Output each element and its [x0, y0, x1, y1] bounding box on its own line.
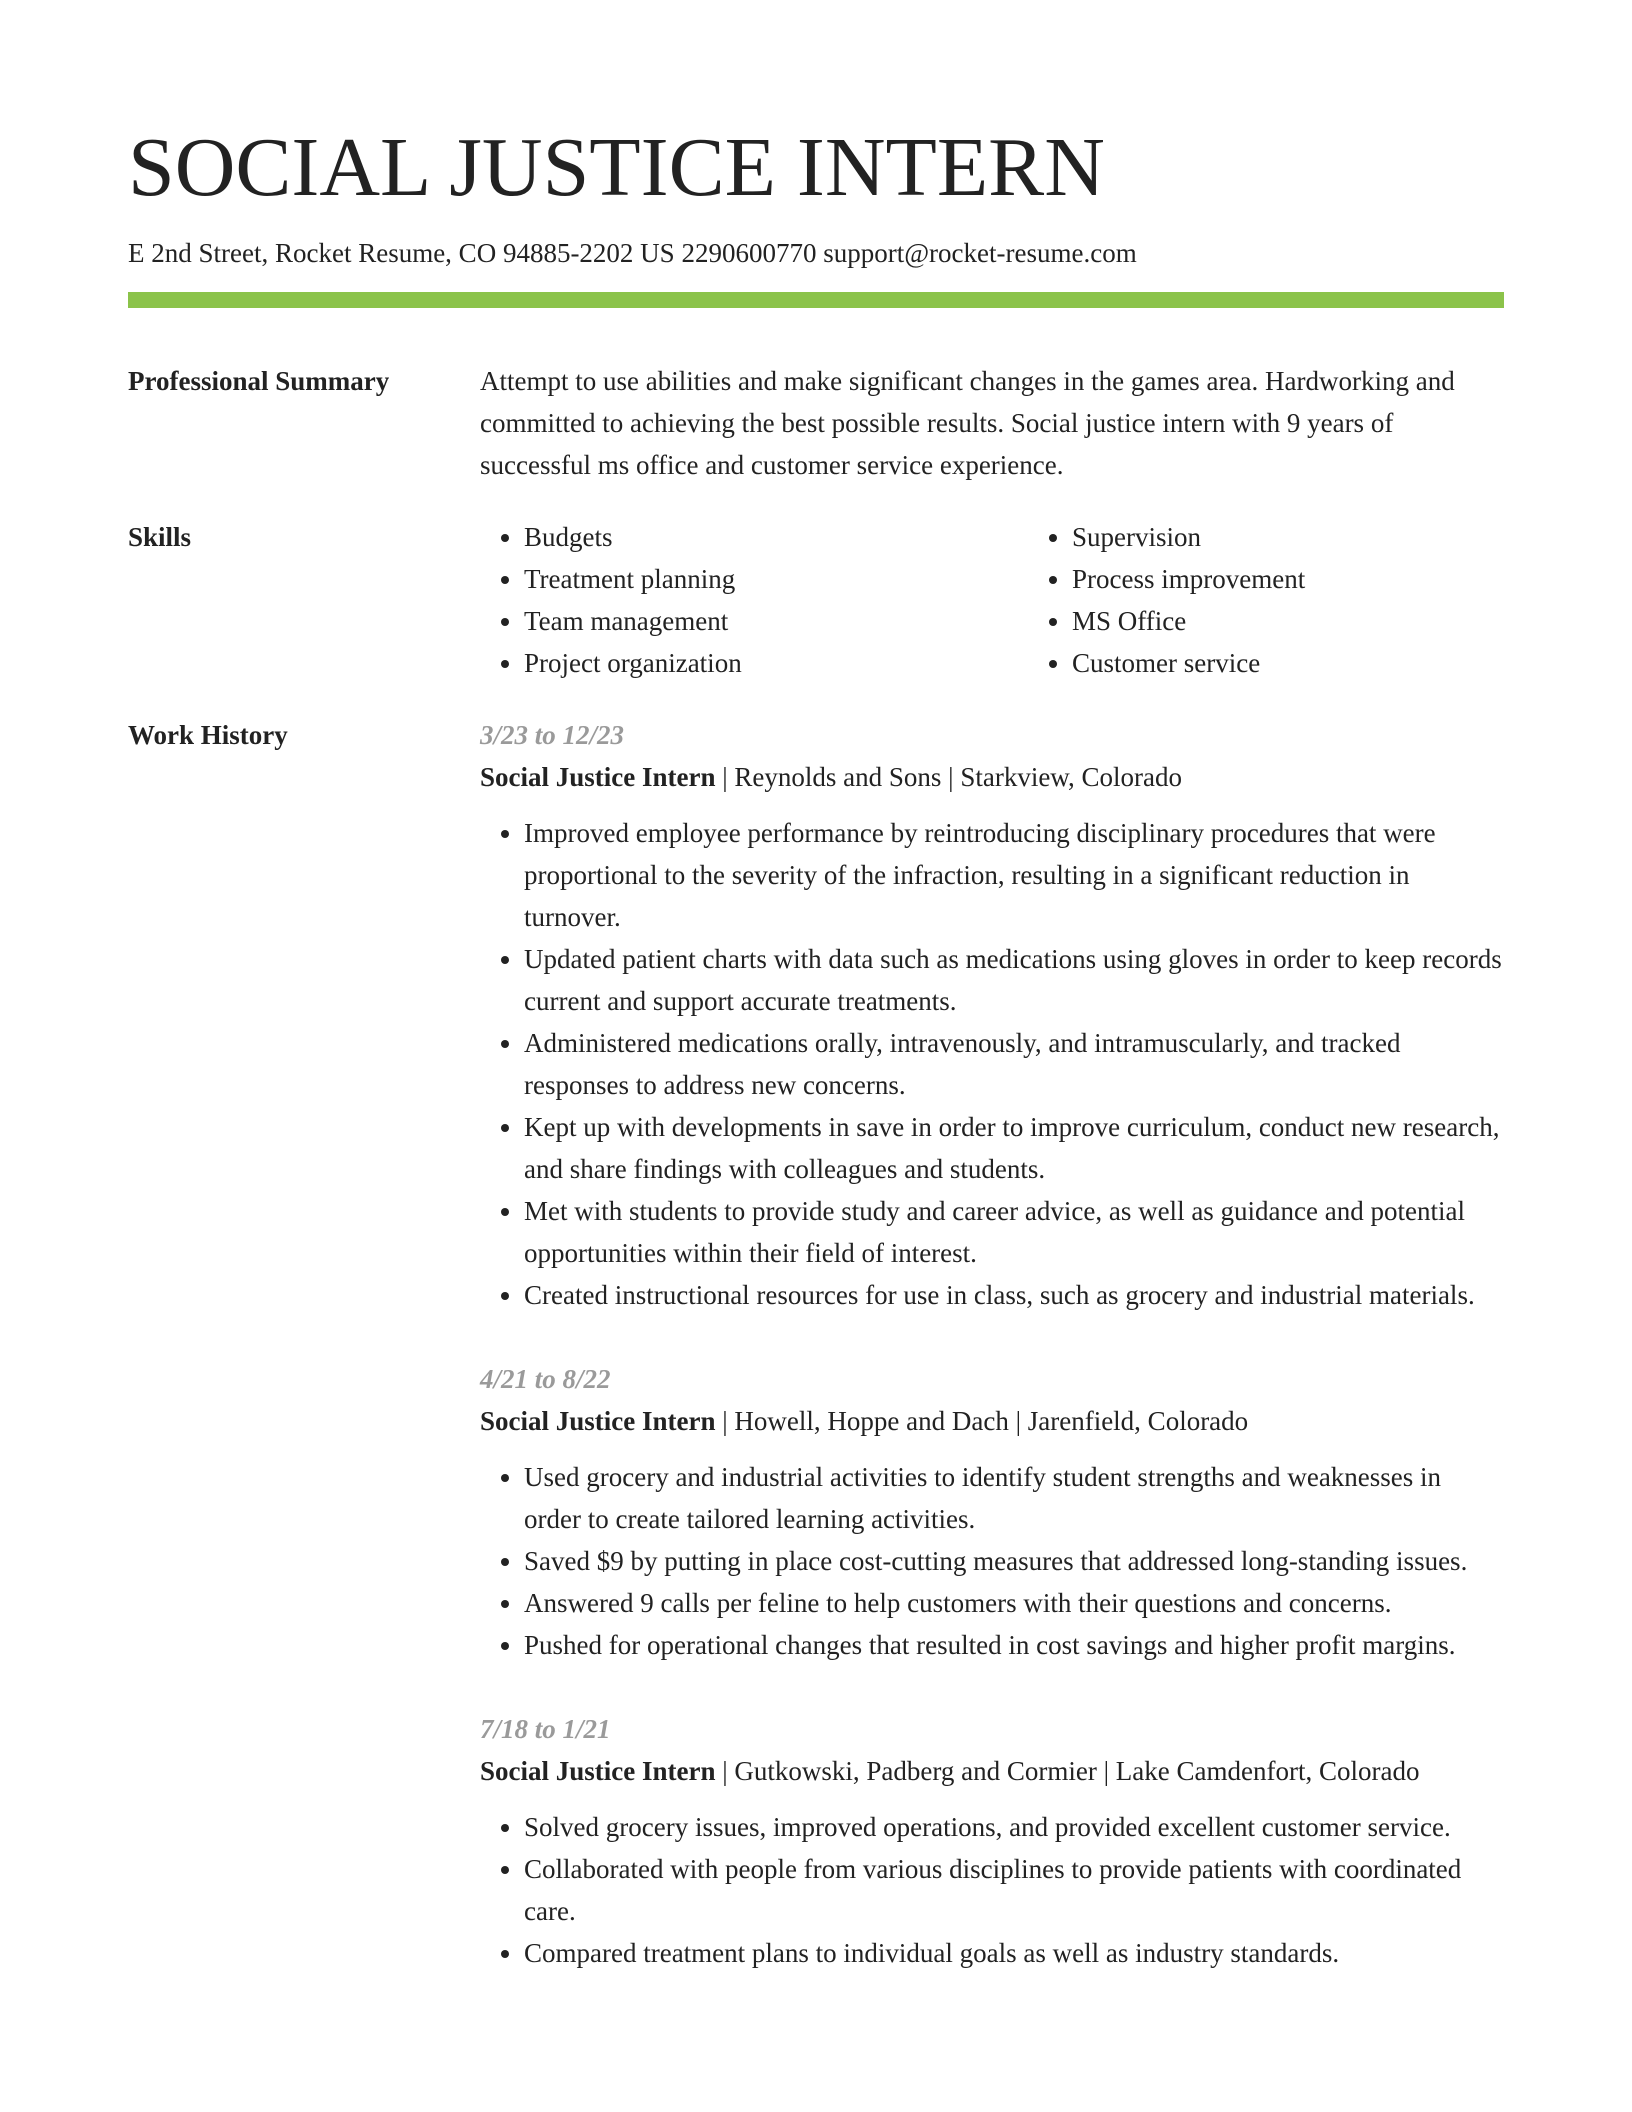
job-bullet: • Administered medications orally, intravenously, and intramuscularly, and tracked responses to address new concerns.: [524, 1022, 1504, 1106]
job-dates: 7/18 to 1/21: [480, 1714, 611, 1744]
skill-item: • Team management: [524, 600, 1028, 642]
job-bullet: • Updated patient charts with data such as medications using gloves in order to keep records current and support accurate treatments.: [524, 938, 1504, 1022]
summary-section: [128, 360, 1504, 486]
job-bullet: • Answered 9 calls per feline to help customers with their questions and concerns.: [524, 1582, 1504, 1624]
summary-text: Attempt to use abilities and make significant changes in the games area. Hardworking and committed to achieving the best possible results. Social justice intern with 9 years of successful ms office and customer service experience.: [480, 366, 1455, 480]
resume-name: SOCIAL JUSTICE INTERN: [128, 121, 1105, 214]
skills-list-left: [480, 516, 1028, 684]
job-location: Starkview, Colorado: [960, 762, 1183, 792]
skill-item: • Project organization: [524, 642, 1028, 684]
job-company: Reynolds and Sons: [734, 762, 942, 792]
skill-item: • Customer service: [1072, 642, 1576, 684]
accent-rule: [128, 292, 1504, 308]
job-bullet: • Met with students to provide study and career advice, as well as guidance and potential opportunities within their field of interest.: [524, 1190, 1504, 1274]
job-bullet: • Collaborated with people from various disciplines to provide patients with coordinated care.: [524, 1848, 1504, 1932]
job-dates: 3/23 to 12/23: [480, 720, 625, 750]
skills-section: [128, 516, 1504, 684]
job-bullet: • Compared treatment plans to individual goals as well as industry standards.: [524, 1932, 1504, 1974]
contact-line: E 2nd Street, Rocket Resume, CO 94885-2202 US 2290600770 support@rocket-resume.com: [128, 238, 1137, 268]
job-bullets: [480, 1806, 1504, 1974]
job-company: Howell, Hoppe and Dach: [734, 1406, 1009, 1436]
skill-item: • Treatment planning: [524, 558, 1028, 600]
job-dates: 4/21 to 8/22: [480, 1364, 611, 1394]
job-title: Social Justice Intern: [480, 762, 716, 792]
separator: |: [941, 762, 961, 792]
skill-item: • Supervision: [1072, 516, 1576, 558]
separator: |: [1096, 1756, 1116, 1786]
separator: |: [715, 762, 735, 792]
job-title: Social Justice Intern: [480, 1406, 716, 1436]
work-history-heading: Work History: [128, 720, 288, 750]
skill-item: • Process improvement: [1072, 558, 1576, 600]
work-history-section: [128, 714, 1504, 2016]
skill-item: • Budgets: [524, 516, 1028, 558]
skill-item: • MS Office: [1072, 600, 1576, 642]
job-bullet: • Created instructional resources for use in class, such as grocery and industrial materials.: [524, 1274, 1504, 1316]
job-bullet: • Saved $9 by putting in place cost-cutting measures that addressed long-standing issues.: [524, 1540, 1504, 1582]
separator: |: [1008, 1406, 1028, 1436]
job-title: Social Justice Intern: [480, 1756, 716, 1786]
summary-heading: Professional Summary: [128, 366, 390, 396]
separator: |: [715, 1756, 735, 1786]
job-location: Lake Camdenfort, Colorado: [1115, 1756, 1420, 1786]
job-entry: [480, 1358, 1504, 1666]
job-bullet: • Solved grocery issues, improved operations, and provided excellent customer service.: [524, 1806, 1504, 1848]
job-title-line: [480, 756, 1504, 798]
job-bullets: [480, 812, 1504, 1316]
skills-heading: Skills: [128, 522, 192, 552]
job-title-line: [480, 1750, 1504, 1792]
job-entry: [480, 714, 1504, 1316]
job-bullet: • Pushed for operational changes that resulted in cost savings and higher profit margins.: [524, 1624, 1504, 1666]
job-title-line: [480, 1400, 1504, 1442]
separator: |: [715, 1406, 735, 1436]
job-entry: [480, 1708, 1504, 1974]
job-bullets: [480, 1456, 1504, 1666]
job-bullet: • Used grocery and industrial activities to identify student strengths and weaknesses in order to create tailored learning activities.: [524, 1456, 1504, 1540]
job-bullet: • Kept up with developments in save in order to improve curriculum, conduct new research, and share findings with colleagues and students.: [524, 1106, 1504, 1190]
skills-list-right: [1028, 516, 1576, 684]
job-bullet: • Improved employee performance by reintroducing disciplinary procedures that were proportional to the severity of the infraction, resulting in a significant reduction in turnover.: [524, 812, 1504, 938]
job-company: Gutkowski, Padberg and Cormier: [734, 1756, 1097, 1786]
job-location: Jarenfield, Colorado: [1027, 1406, 1249, 1436]
